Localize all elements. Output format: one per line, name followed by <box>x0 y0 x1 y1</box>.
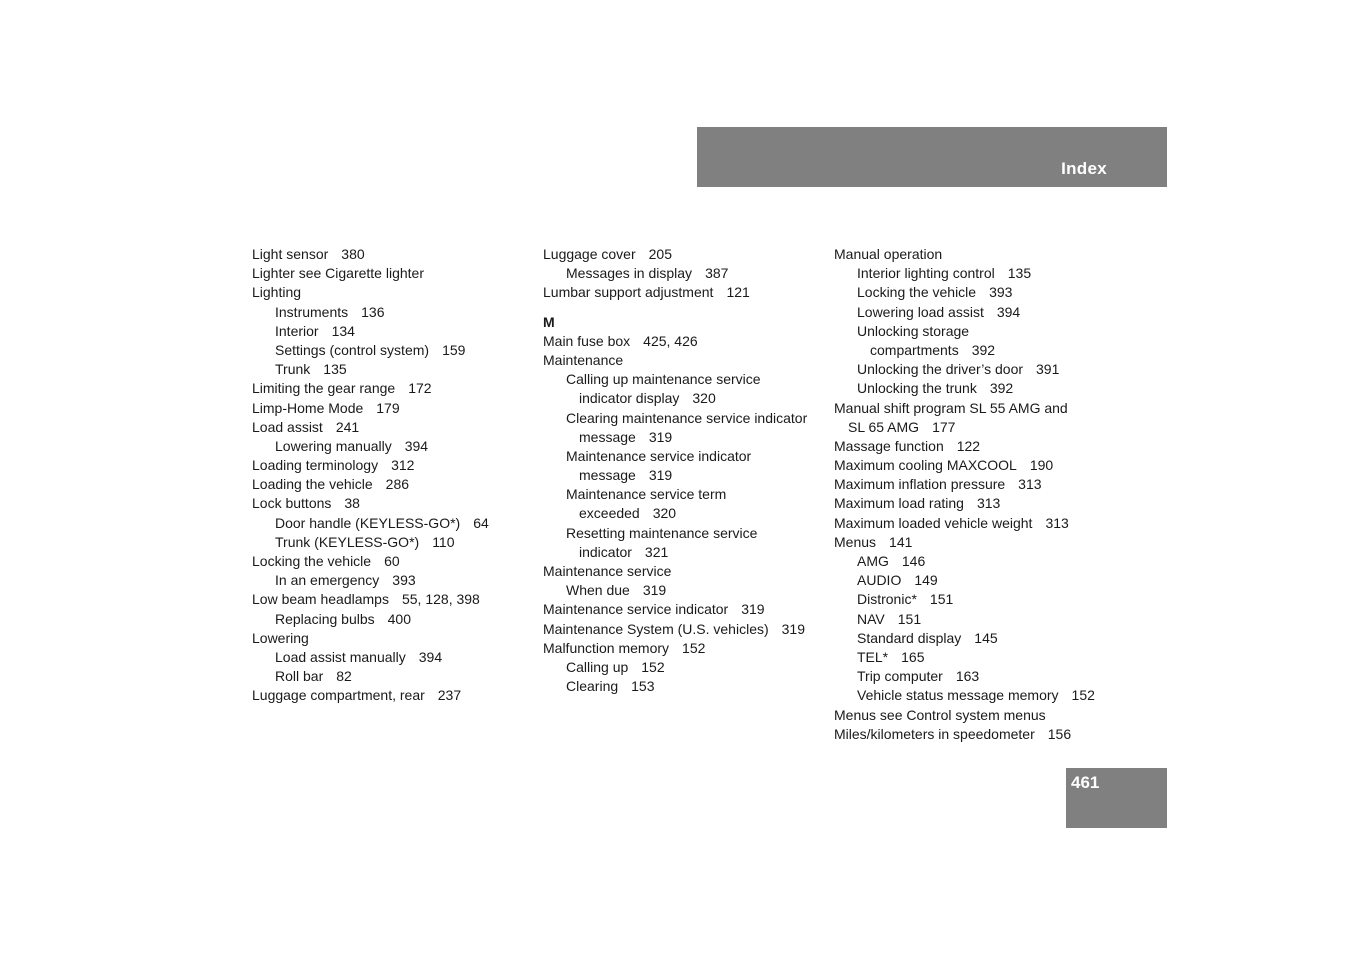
index-entry <box>834 264 1134 283</box>
index-entry-term: SL 65 AMG <box>848 418 920 435</box>
index-entry <box>543 524 827 543</box>
index-entry-page-ref[interactable]: 393 <box>392 572 416 589</box>
index-entry-term: Trunk (KEYLESS-GO*) <box>275 533 420 550</box>
index-entry-page-ref[interactable]: 60 <box>384 553 400 569</box>
index-entry <box>252 667 534 686</box>
index-entry <box>543 264 827 283</box>
index-entry-page-ref[interactable]: 177 <box>932 418 956 435</box>
index-entry-page-ref[interactable]: 425, 426 <box>643 332 698 349</box>
index-entry-page-ref[interactable]: 163 <box>955 668 980 685</box>
index-entry <box>252 552 534 571</box>
index-entry-page-ref[interactable]: 134 <box>331 322 355 339</box>
index-entry-term: When due <box>566 582 630 599</box>
index-entry-term: Light sensor <box>252 246 329 262</box>
index-entry-page-ref[interactable]: 151 <box>929 591 954 608</box>
index-entry <box>543 600 827 619</box>
index-entry-page-ref[interactable]: 394 <box>996 303 1021 320</box>
index-entry <box>834 456 1134 475</box>
index-entry <box>252 283 534 302</box>
index-entry-page-ref[interactable]: 319 <box>648 428 673 445</box>
index-entry-term: Standard display <box>857 629 962 646</box>
index-entry-page-ref[interactable]: 122 <box>956 437 981 454</box>
index-entry-page-ref[interactable]: 313 <box>1018 476 1042 493</box>
index-entry-page-ref[interactable]: 313 <box>1045 514 1069 531</box>
index-entry <box>834 303 1134 322</box>
index-entry-page-ref[interactable]: 135 <box>1007 265 1032 282</box>
index-entry-page-ref[interactable]: 392 <box>971 341 996 358</box>
index-entry-term: Lumbar support adjustment <box>543 284 714 301</box>
index-entry-term: NAV <box>857 610 885 627</box>
index-entry <box>834 418 1134 437</box>
index-entry-term: exceeded <box>579 505 640 522</box>
index-entry <box>834 283 1134 302</box>
index-entry <box>252 245 534 264</box>
index-entry-term: Replacing bulbs <box>275 610 375 627</box>
index-entry-term: Maintenance service term <box>566 486 727 503</box>
index-entry-term: Trunk <box>275 361 311 378</box>
index-entry-page-ref[interactable]: 135 <box>323 361 347 378</box>
index-entry <box>834 399 1134 418</box>
index-entry-term: indicator display <box>579 390 680 407</box>
index-entry <box>834 610 1134 629</box>
index-entry <box>834 494 1134 513</box>
index-entry-term: Calling up maintenance service <box>566 371 761 388</box>
index-entry-page-ref[interactable]: 152 <box>682 639 706 656</box>
index-entry-term: Interior lighting control <box>857 265 995 282</box>
index-entry-term: Clearing <box>566 678 619 695</box>
index-entry <box>834 590 1134 609</box>
index-entry-page-ref[interactable]: 241 <box>335 418 360 435</box>
index-entry-term: Lowering manually <box>275 437 392 454</box>
index-entry <box>543 447 827 466</box>
index-entry-page-ref[interactable]: 146 <box>901 553 926 569</box>
index-column-1 <box>252 245 534 706</box>
index-entry-term: Unlocking the trunk <box>857 380 977 397</box>
index-entry-term: Vehicle status message memory <box>857 687 1059 704</box>
index-entry <box>252 264 534 283</box>
index-entry <box>543 245 827 264</box>
index-entry-page-ref[interactable]: 319 <box>741 601 765 618</box>
index-entry-page-ref[interactable]: 156 <box>1047 725 1072 742</box>
index-entry-term: Lighting <box>252 284 302 301</box>
index-entry <box>834 437 1134 456</box>
index-entry-term: Unlocking the driver’s door <box>857 361 1024 378</box>
index-entry-page-ref[interactable]: 320 <box>652 505 677 522</box>
index-entry-term: Maintenance <box>543 351 624 368</box>
index-entry-term: AUDIO <box>857 572 902 589</box>
index-entry-page-ref[interactable]: 320 <box>692 390 716 407</box>
index-entry-term: message <box>579 428 636 445</box>
index-entry <box>252 360 534 379</box>
index-entry-page-ref[interactable]: 380 <box>341 246 365 262</box>
index-entry-term: In an emergency <box>275 572 380 589</box>
index-entry-term: Lighter see Cigarette lighter <box>252 265 424 282</box>
index-entry <box>252 379 534 398</box>
index-entry-page-ref[interactable]: 319 <box>648 467 673 484</box>
index-entry <box>834 322 1134 341</box>
index-entry-page-ref[interactable]: 286 <box>385 476 410 493</box>
section-title: Index <box>1061 159 1107 178</box>
index-entry-page-ref[interactable]: 393 <box>989 284 1013 301</box>
index-entry <box>252 456 534 475</box>
index-entry-term: Settings (control system) <box>275 341 430 358</box>
index-entry <box>834 341 1134 360</box>
index-entry <box>543 639 827 658</box>
index-entry-term: Menus see Control system menus <box>834 706 1046 723</box>
index-entry-page-ref[interactable]: 313 <box>976 495 1001 512</box>
index-entry-page-ref[interactable]: 237 <box>437 687 462 704</box>
index-entry <box>543 543 827 562</box>
index-entry-page-ref[interactable]: 152 <box>641 658 665 675</box>
index-entry-page-ref[interactable]: 153 <box>631 678 655 695</box>
index-entry-term: Clearing maintenance service indicator <box>566 409 808 426</box>
index-entry-term: Lowering <box>252 629 309 646</box>
index-entry-page-ref[interactable]: 151 <box>897 610 922 627</box>
index-entry-page-ref[interactable]: 82 <box>336 668 352 685</box>
index-entry-page-ref[interactable]: 64 <box>473 514 489 531</box>
index-entry-term: compartments <box>870 341 959 358</box>
index-entry <box>834 533 1134 552</box>
index-entry-term: Door handle (KEYLESS-GO*) <box>275 514 461 531</box>
header-bar <box>697 127 1167 187</box>
index-entry-term: Load assist <box>252 418 323 435</box>
index-entry <box>252 303 534 322</box>
index-letter-heading: M <box>543 313 555 330</box>
index-entry-page-ref[interactable]: 141 <box>889 533 913 550</box>
index-entry <box>834 514 1134 533</box>
index-entry-term: Manual operation <box>834 246 943 262</box>
index-entry-term: Loading terminology <box>252 457 379 474</box>
index-entry-page-ref[interactable]: 110 <box>432 533 455 550</box>
index-entry-page-ref[interactable]: 172 <box>408 380 432 397</box>
index-entry-page-ref[interactable]: 55, 128, 398 <box>401 591 480 608</box>
index-entry <box>252 629 534 648</box>
index-entry-term: Maximum load rating <box>834 495 964 512</box>
index-entry-term: Lowering load assist <box>857 303 984 320</box>
index-entry <box>543 351 827 370</box>
index-entry-page-ref[interactable]: 145 <box>974 629 998 646</box>
index-entry <box>543 370 827 389</box>
index-entry <box>252 514 534 533</box>
index-entry <box>252 437 534 456</box>
index-entry <box>252 648 534 667</box>
index-entry-term: Messages in display <box>566 265 693 282</box>
index-entry <box>834 667 1134 686</box>
index-entry-term: Resetting maintenance service <box>566 524 758 541</box>
index-entry-term: indicator <box>579 543 632 560</box>
index-entry-term: Instruments <box>275 303 349 320</box>
index-entry-term: Interior <box>275 322 319 339</box>
index-entry <box>543 466 827 485</box>
index-entry-term: Luggage cover <box>543 246 636 262</box>
index-entry-term: message <box>579 467 636 484</box>
index-entry-page-ref[interactable]: 121 <box>726 284 750 301</box>
index-entry <box>834 725 1134 744</box>
index-entry <box>834 706 1134 725</box>
index-entry <box>252 590 534 609</box>
index-entry-term: Calling up <box>566 658 629 675</box>
index-entry-term: Trip computer <box>857 668 943 685</box>
index-entry-term: Lock buttons <box>252 495 332 512</box>
index-entry-page-ref[interactable]: 152 <box>1071 687 1095 704</box>
index-entry-page-ref[interactable]: 392 <box>989 380 1014 397</box>
index-entry <box>543 620 827 639</box>
index-entry-page-ref[interactable]: 319 <box>642 582 667 599</box>
index-entry <box>834 571 1134 590</box>
index-entry-page-ref[interactable]: 400 <box>387 610 411 627</box>
index-entry <box>543 409 827 428</box>
index-entry-term: Distronic* <box>857 591 917 608</box>
index-entry-term: Manual shift program SL 55 AMG and <box>834 399 1068 416</box>
index-entry-term: AMG <box>857 553 889 569</box>
index-entry-term: Maximum cooling MAXCOOL <box>834 457 1017 474</box>
index-entry-term: Locking the vehicle <box>252 553 372 569</box>
index-entry <box>252 571 534 590</box>
index-entry <box>543 677 827 696</box>
index-entry-page-ref[interactable]: 165 <box>901 648 925 665</box>
page-number: 461 <box>1071 773 1100 792</box>
index-entry <box>252 533 534 552</box>
index-entry-term: Load assist manually <box>275 648 406 665</box>
index-entry-term: Maximum inflation pressure <box>834 476 1006 493</box>
index-entry-page-ref[interactable]: 394 <box>404 437 429 454</box>
index-entry <box>834 552 1134 571</box>
index-entry-term: Menus <box>834 533 877 550</box>
index-entry <box>543 581 827 600</box>
index-entry-term: Unlocking storage <box>857 322 970 339</box>
index-entry-term: TEL* <box>857 648 889 665</box>
index-entry-page-ref[interactable]: 205 <box>648 246 672 262</box>
index-entry-page-ref[interactable]: 190 <box>1029 457 1054 474</box>
index-entry-page-ref[interactable]: 179 <box>376 399 400 416</box>
index-entry <box>543 504 827 523</box>
index-entry <box>834 629 1134 648</box>
index-entry <box>252 610 534 629</box>
index-entry <box>834 245 1134 264</box>
index-entry <box>252 418 534 437</box>
index-entry-term: Maximum loaded vehicle weight <box>834 514 1033 531</box>
index-entry <box>834 379 1134 398</box>
index-entry <box>252 686 534 705</box>
index-entry <box>252 494 534 513</box>
index-entry-term: Miles/kilometers in speedometer <box>834 725 1035 742</box>
index-entry-term: Malfunction memory <box>543 639 670 656</box>
index-entry <box>252 322 534 341</box>
index-entry-term: Luggage compartment, rear <box>252 687 425 704</box>
index-entry <box>834 475 1134 494</box>
index-entry <box>543 485 827 504</box>
index-entry-term: Low beam headlamps <box>252 591 389 608</box>
index-entry-page-ref[interactable]: 391 <box>1036 361 1060 378</box>
index-entry <box>543 332 827 351</box>
index-entry <box>834 648 1134 667</box>
index-column-3 <box>834 245 1134 744</box>
index-entry-page-ref[interactable]: 321 <box>644 543 669 560</box>
index-entry-term: Main fuse box <box>543 332 631 349</box>
index-entry-term: Maintenance service indicator <box>566 447 752 464</box>
index-entry <box>252 341 534 360</box>
index-entry <box>543 658 827 677</box>
index-column-2 <box>543 245 827 696</box>
index-entry-page-ref[interactable]: 394 <box>418 648 443 665</box>
index-entry-term: Maintenance service indicator <box>543 601 729 618</box>
index-entry-term: Limp-Home Mode <box>252 399 364 416</box>
index-entry-page-ref[interactable]: 387 <box>705 265 729 282</box>
index-entry <box>834 360 1134 379</box>
index-entry-term: Maintenance System (U.S. vehicles) <box>543 620 769 637</box>
index-entry <box>543 389 827 408</box>
index-entry-term: Maintenance service <box>543 563 672 579</box>
index-entry-page-ref[interactable]: 319 <box>781 620 805 637</box>
index-entry-term: Massage function <box>834 437 944 454</box>
index-entry <box>834 686 1134 705</box>
index-entry-term: Loading the vehicle <box>252 476 373 493</box>
index-entry-term: Locking the vehicle <box>857 284 977 301</box>
index-entry-page-ref[interactable]: 38 <box>344 495 360 512</box>
index-entry-page-ref[interactable]: 149 <box>914 572 938 589</box>
index-entry <box>543 562 827 581</box>
index-entry <box>252 399 534 418</box>
index-entry <box>543 283 827 302</box>
index-entry <box>543 428 827 447</box>
index-entry-page-ref[interactable]: 312 <box>391 457 415 474</box>
index-entry-page-ref[interactable]: 136 <box>361 303 385 320</box>
index-entry-page-ref[interactable]: 159 <box>442 341 466 358</box>
page-number-tab <box>1066 768 1167 828</box>
index-entry-term: Limiting the gear range <box>252 380 396 397</box>
index-entry <box>252 475 534 494</box>
index-entry-term: Roll bar <box>275 668 324 685</box>
